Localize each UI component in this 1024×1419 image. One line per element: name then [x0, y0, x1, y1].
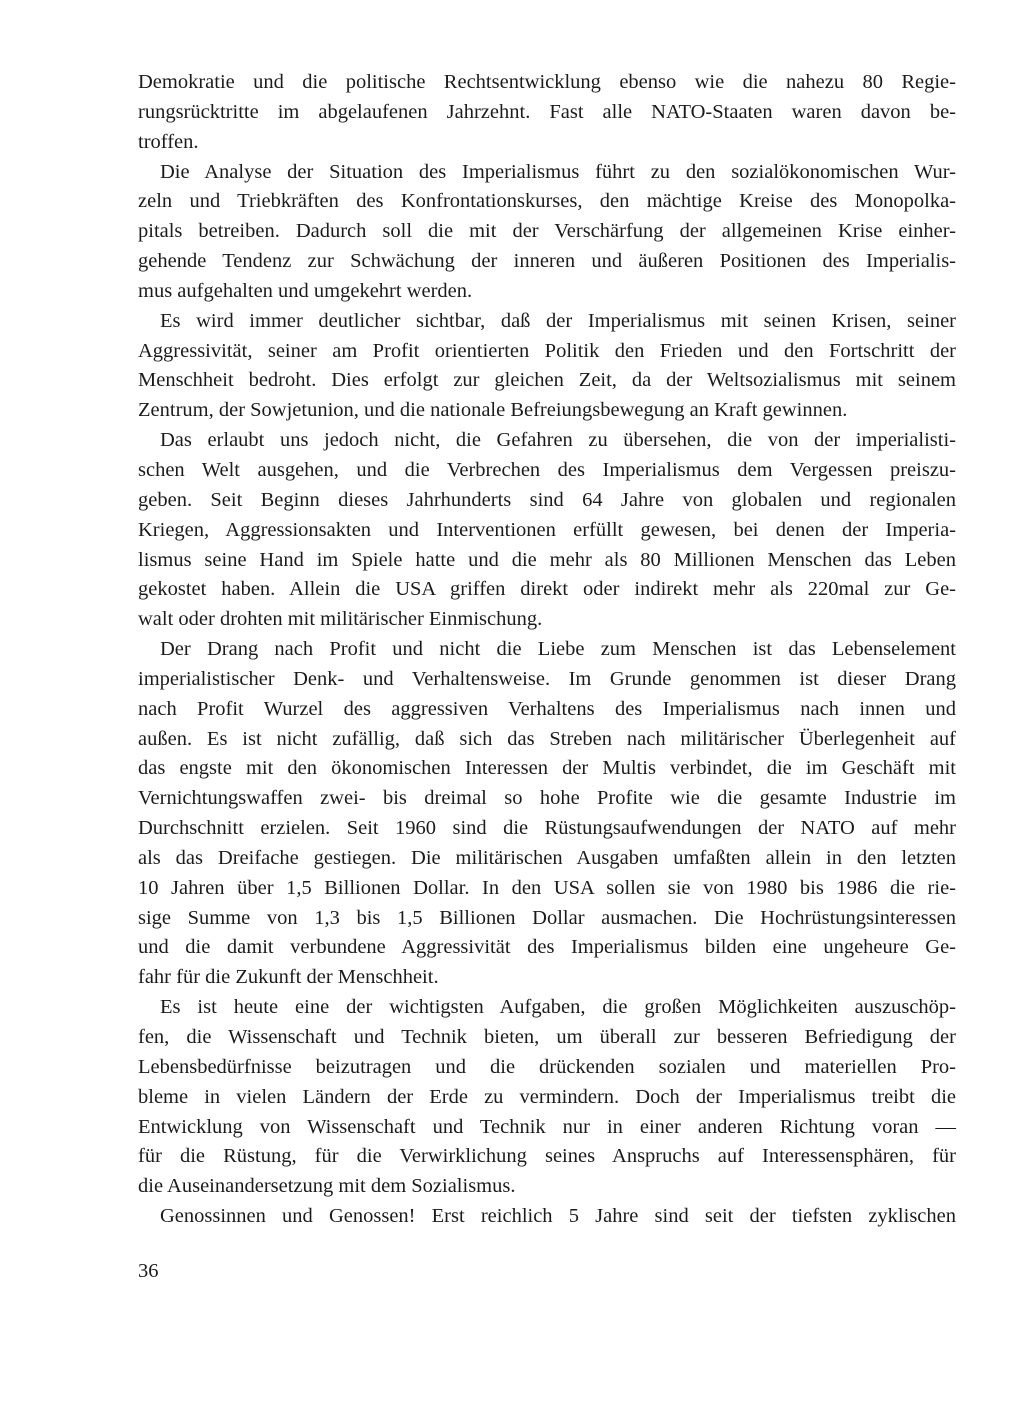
text-line: die Auseinandersetzung mit dem Sozialismus.: [138, 1175, 516, 1198]
text-line: Genossinnen und Genossen! Erst reichlich 5 Jahre sind seit der tiefsten zyklischen: [160, 1205, 956, 1228]
text-line: rungsrücktritte im abgelaufenen Jahrzehnt. Fast alle NATO-Staaten waren davon be-: [138, 100, 956, 123]
text-line: nach Profit Wurzel des aggressiven Verhaltens des Imperialismus nach innen und: [138, 697, 956, 720]
paragraph: [138, 307, 956, 426]
paragraph: [138, 426, 956, 635]
text-line: Es ist heute eine der wichtigsten Aufgaben, die großen Möglichkeiten auszuschöp-: [160, 996, 956, 1019]
text-line: Die Analyse der Situation des Imperialismus führt zu den sozialökonomischen Wur-: [160, 160, 956, 183]
text-line: lismus seine Hand im Spiele hatte und die mehr als 80 Millionen Menschen das Leben: [138, 548, 956, 571]
paragraph: [138, 993, 956, 1202]
text-line: troffen.: [138, 130, 199, 153]
text-line: gehende Tendenz zur Schwächung der inneren und äußeren Positionen des Imperialis-: [138, 250, 956, 273]
text-line: Vernichtungswaffen zwei- bis dreimal so hohe Profite wie die gesamte Industrie im: [138, 787, 956, 810]
text-line: Lebensbedürfnisse beizutragen und die drückenden sozialen und materiellen Pro-: [138, 1055, 956, 1078]
text-line: fen, die Wissenschaft und Technik bieten, um überall zur besseren Befriedigung der: [138, 1026, 956, 1048]
text-line: Demokratie und die politische Rechtsentwicklung ebenso wie die nahezu 80 Regie-: [138, 71, 956, 93]
text-line: Aggressivität, seiner am Profit orientierten Politik den Frieden und den Fortschritt der: [138, 339, 956, 362]
text-line: Kriegen, Aggressionsakten und Interventionen erfüllt gewesen, bei denen der Imperia-: [138, 518, 956, 541]
text-line: außen. Es ist nicht zufällig, daß sich das Streben nach militärischer Überlegenheit auf: [138, 727, 956, 750]
paragraph: [138, 158, 956, 307]
page-body-text: [138, 68, 956, 1232]
page-number: 36: [138, 1260, 159, 1282]
text-line: Zentrum, der Sowjetunion, und die nationale Befreiungsbewegung an Kraft gewinnen.: [138, 399, 848, 422]
text-line: Durchschnitt erzielen. Seit 1960 sind die Rüstungsaufwendungen der NATO auf mehr: [138, 817, 956, 840]
paragraph: [138, 1202, 956, 1232]
text-line: geben. Seit Beginn dieses Jahrhunderts sind 64 Jahre von globalen und regionalen: [138, 488, 956, 511]
text-line: Menschheit bedroht. Dies erfolgt zur gleichen Zeit, da der Weltsozialismus mit seinem: [138, 369, 956, 392]
text-line: schen Welt ausgehen, und die Verbrechen des Imperialismus dem Vergessen preiszu-: [138, 458, 956, 481]
text-line: das engste mit den ökonomischen Interessen der Multis verbindet, die im Geschäft mit: [138, 757, 956, 780]
text-line: sige Summe von 1,3 bis 1,5 Billionen Dollar ausmachen. Die Hochrüstungsinteressen: [138, 906, 956, 929]
text-line: und die damit verbundene Aggressivität des Imperialismus bilden eine ungeheure Ge-: [138, 936, 956, 959]
text-line: pitals betreiben. Dadurch soll die mit der Verschärfung der allgemeinen Krise einher-: [138, 220, 956, 243]
text-line: für die Rüstung, für die Verwirklichung seines Anspruchs auf Interessensphären, für: [138, 1145, 956, 1168]
text-line: gekostet haben. Allein die USA griffen direkt oder indirekt mehr als 220mal zur Ge-: [138, 578, 956, 601]
paragraph: [138, 68, 956, 158]
text-line: Das erlaubt uns jedoch nicht, die Gefahren zu übersehen, die von der imperialisti-: [160, 429, 956, 452]
text-line: 10 Jahren über 1,5 Billionen Dollar. In den USA sollen sie von 1980 bis 1986 die rie-: [138, 876, 956, 899]
text-line: fahr für die Zukunft der Menschheit.: [138, 966, 439, 989]
text-line: Der Drang nach Profit und nicht die Liebe zum Menschen ist das Lebenselement: [160, 638, 956, 661]
text-line: bleme in vielen Ländern der Erde zu vermindern. Doch der Imperialismus treibt die: [138, 1085, 956, 1108]
text-line: mus aufgehalten und umgekehrt werden.: [138, 279, 473, 302]
text-line: als das Dreifache gestiegen. Die militärischen Ausgaben umfaßten allein in den letzten: [138, 846, 956, 869]
text-line: imperialistischer Denk- und Verhaltensweise. Im Grunde genommen ist dieser Drang: [138, 667, 956, 690]
text-line: zeln und Triebkräften des Konfrontationskurses, den mächtige Kreise des Monopolka-: [138, 190, 956, 213]
text-line: Entwicklung von Wissenschaft und Technik nur in einer anderen Richtung voran —: [138, 1115, 956, 1138]
text-line: Es wird immer deutlicher sichtbar, daß der Imperialismus mit seinen Krisen, seiner: [160, 309, 956, 332]
paragraph: [138, 635, 956, 993]
text-line: walt oder drohten mit militärischer Einmischung.: [138, 608, 543, 631]
